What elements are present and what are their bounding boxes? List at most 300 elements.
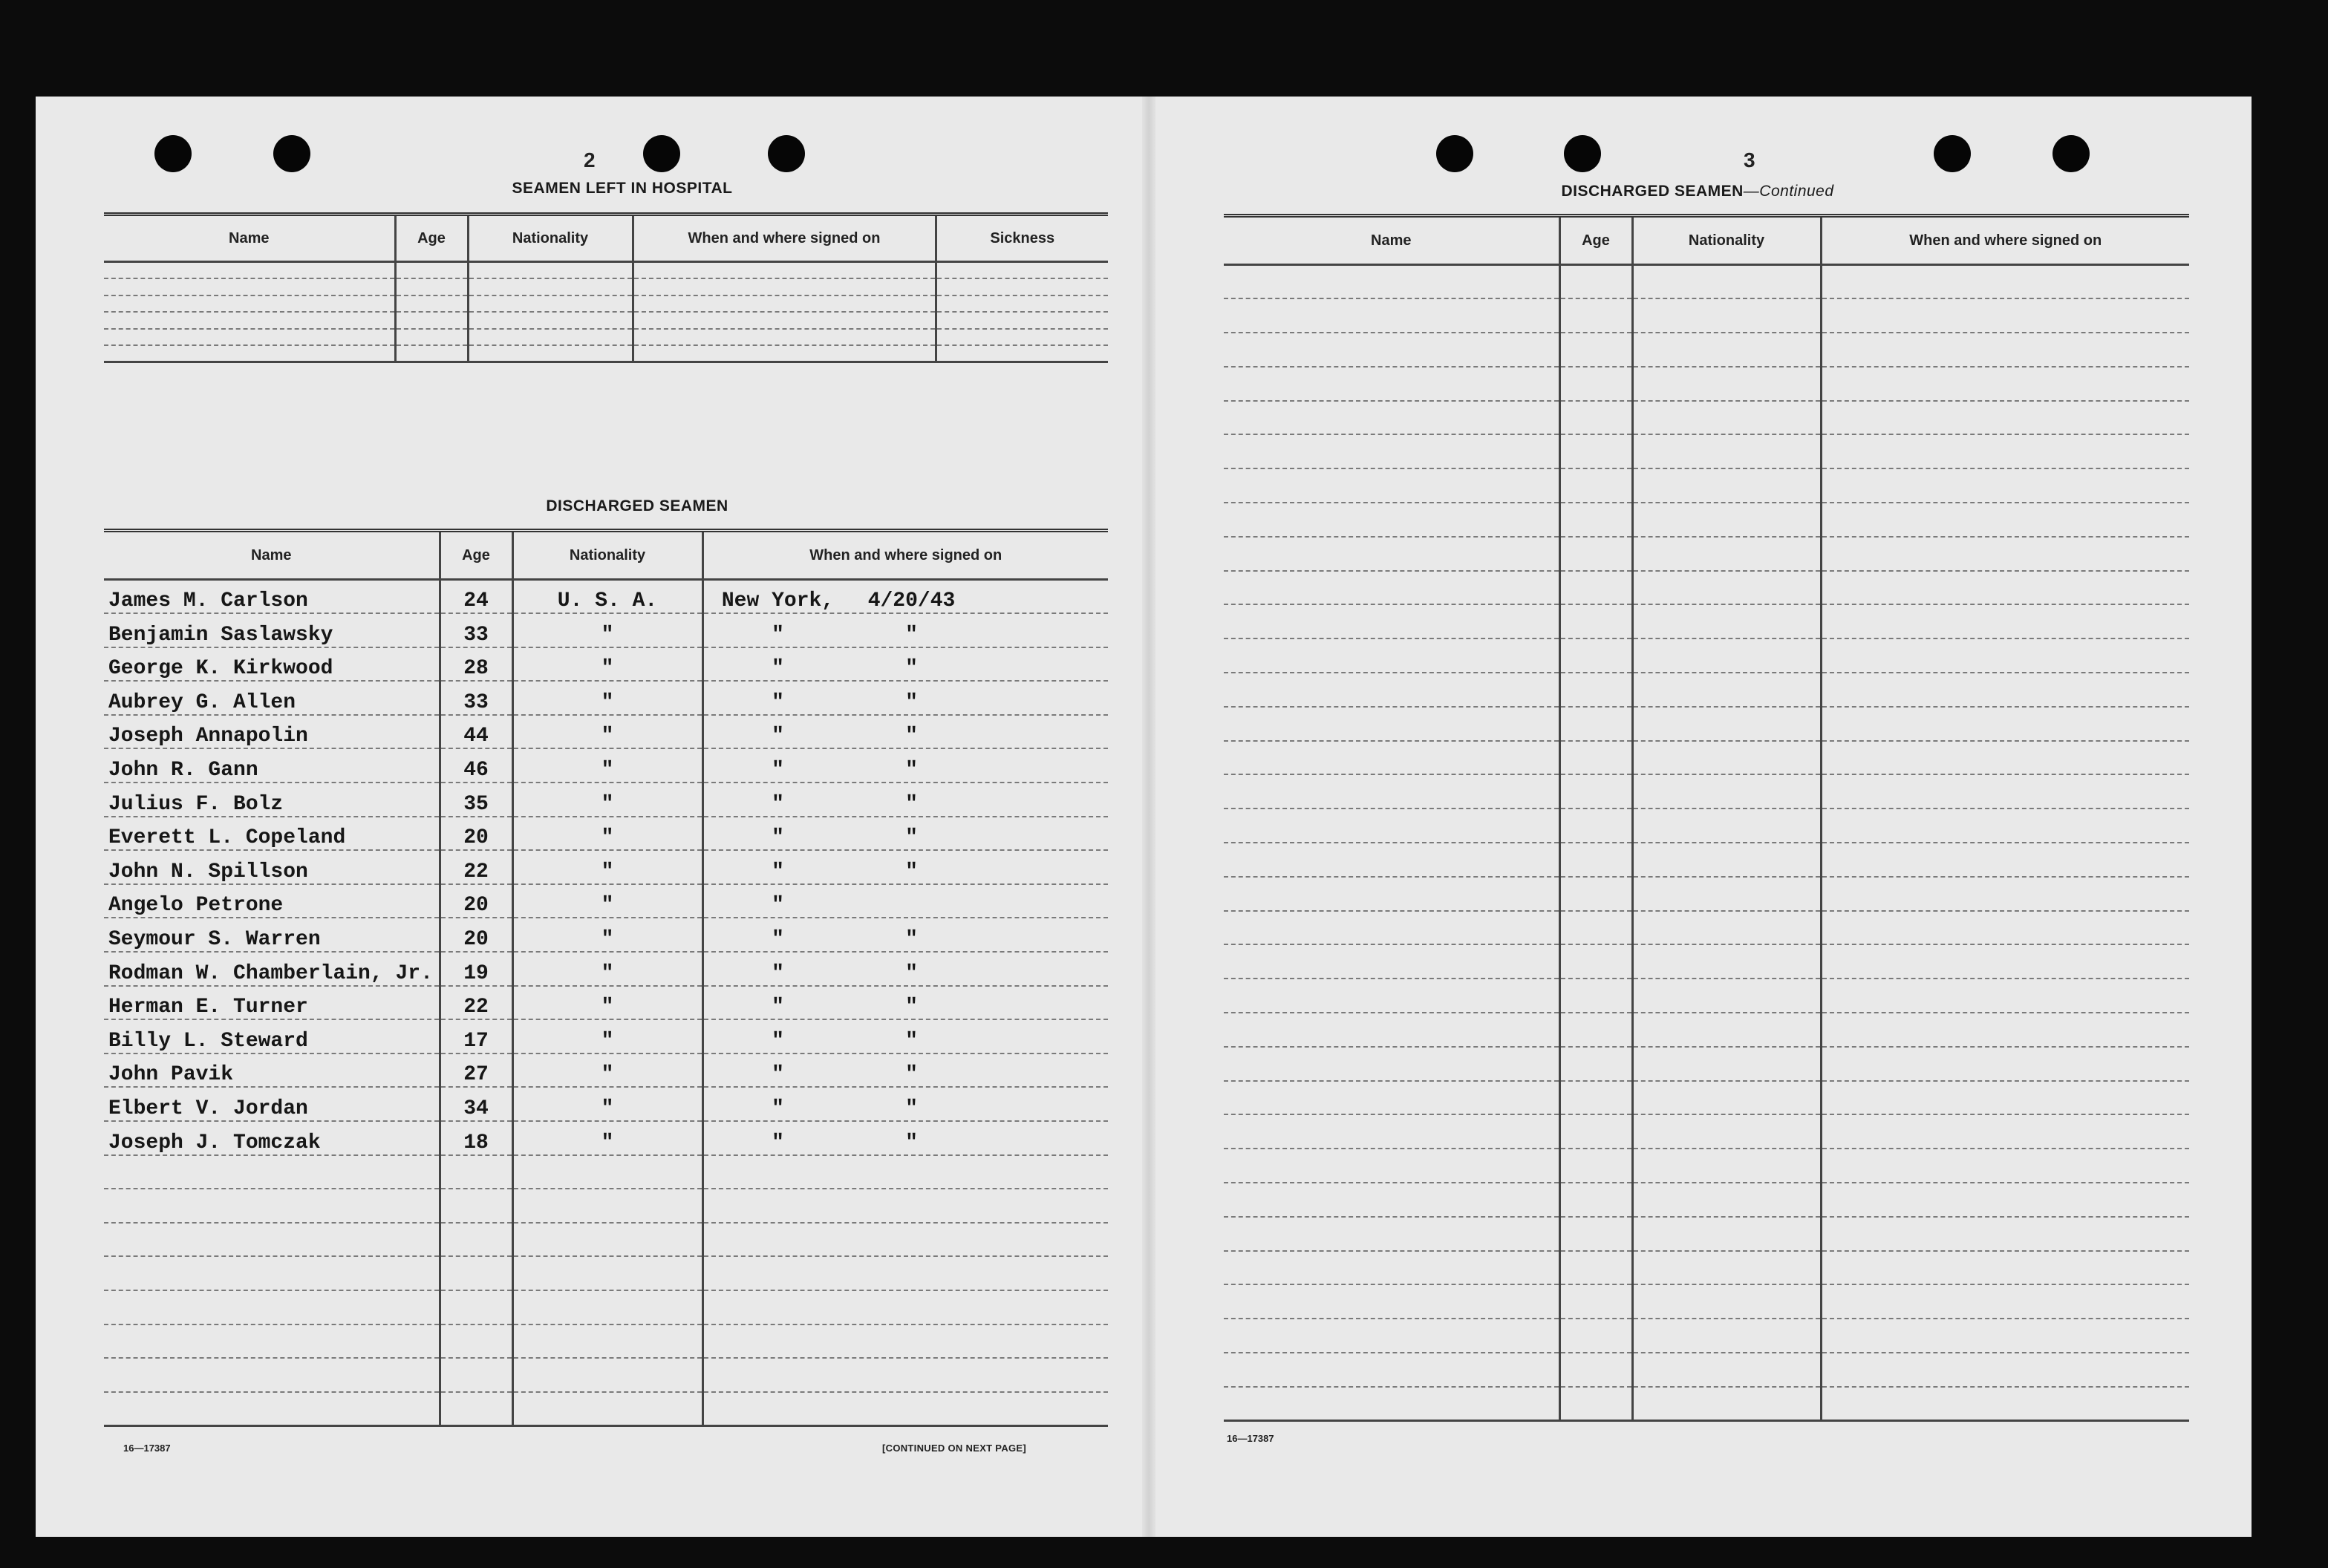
blank-cell — [1821, 808, 2189, 843]
blank-cell — [1632, 1217, 1821, 1251]
seaman-row — [104, 681, 1108, 715]
blank-cell — [468, 262, 633, 279]
seaman-name: Elbert V. Jordan — [104, 1087, 440, 1121]
blank-cell — [1559, 877, 1632, 911]
blank-row — [1224, 571, 2189, 605]
blank-cell — [1224, 537, 1559, 571]
blank-row — [1224, 1319, 2189, 1353]
blank-row — [1224, 1251, 2189, 1285]
blank-cell — [1559, 1114, 1632, 1149]
blank-cell — [1224, 298, 1559, 333]
blank-cell — [1559, 298, 1632, 333]
column-header-1: Age — [1559, 216, 1632, 265]
blank-cell — [702, 1290, 1108, 1324]
blank-cell — [1632, 944, 1821, 979]
signed-on-cell — [702, 715, 1108, 749]
seaman-name: Rodman W. Chamberlain, Jr. — [104, 952, 440, 986]
blank-row — [1224, 604, 2189, 638]
blank-row — [1224, 1387, 2189, 1421]
seaman-age: 44 — [440, 715, 512, 749]
blank-cell — [1632, 537, 1821, 571]
blank-cell — [1559, 1047, 1632, 1081]
blank-cell — [395, 295, 468, 313]
signed-on-cell — [702, 613, 1108, 647]
signed-on-date: " — [905, 657, 918, 681]
blank-cell — [1632, 1149, 1821, 1183]
blank-cell — [1821, 1251, 2189, 1285]
blank-cell — [1224, 1183, 1559, 1217]
blank-cell — [1821, 1081, 2189, 1115]
blank-cell — [1632, 298, 1821, 333]
blank-cell — [1224, 1353, 1559, 1387]
blank-cell — [512, 1223, 702, 1257]
blank-cell — [1821, 434, 2189, 468]
seaman-nationality: " — [512, 1019, 702, 1054]
blank-cell — [1632, 741, 1821, 775]
blank-row — [104, 345, 1108, 362]
blank-cell — [1559, 537, 1632, 571]
blank-cell — [1821, 638, 2189, 673]
blank-cell — [104, 1392, 440, 1426]
seaman-age: 33 — [440, 681, 512, 715]
blank-cell — [104, 1290, 440, 1324]
seaman-age: 24 — [440, 580, 512, 614]
blank-cell — [1559, 503, 1632, 537]
blank-cell — [1821, 537, 2189, 571]
blank-cell — [1224, 1149, 1559, 1183]
blank-cell — [1559, 673, 1632, 707]
signed-on-cell — [702, 918, 1108, 952]
seaman-row — [104, 1019, 1108, 1054]
blank-cell — [1224, 571, 1559, 605]
seaman-name: Aubrey G. Allen — [104, 681, 440, 715]
blank-cell — [702, 1223, 1108, 1257]
blank-cell — [1632, 638, 1821, 673]
blank-cell — [512, 1155, 702, 1189]
blank-cell — [936, 295, 1108, 313]
blank-cell — [440, 1392, 512, 1426]
blank-row — [1224, 367, 2189, 401]
blank-cell — [633, 262, 936, 279]
signed-on-date: " — [905, 961, 918, 985]
seaman-name: John N. Spillson — [104, 850, 440, 884]
signed-on-cell — [702, 748, 1108, 783]
column-header-1: Age — [395, 215, 468, 262]
blank-row — [104, 1155, 1108, 1189]
seaman-nationality: " — [512, 850, 702, 884]
seaman-row — [104, 952, 1108, 986]
blank-cell — [1224, 1013, 1559, 1047]
signed-on-cell — [702, 783, 1108, 817]
signed-on-cell — [702, 850, 1108, 884]
blank-cell — [512, 1290, 702, 1324]
signed-on-date: " — [905, 623, 918, 647]
blank-cell — [1559, 911, 1632, 945]
signed-on-place: " — [772, 928, 784, 952]
hospital-body — [104, 262, 1108, 362]
hospital-header-row — [104, 215, 1108, 262]
blank-cell — [1821, 468, 2189, 503]
blank-row — [104, 295, 1108, 313]
blank-cell — [1559, 1217, 1632, 1251]
left-page — [36, 97, 1142, 1537]
blank-row — [1224, 911, 2189, 945]
signed-on-place: " — [772, 1063, 784, 1087]
blank-cell — [1224, 1047, 1559, 1081]
seaman-nationality: " — [512, 986, 702, 1020]
discharged-body — [104, 580, 1108, 1426]
blank-cell — [1559, 1251, 1632, 1285]
blank-cell — [1821, 265, 2189, 299]
blank-cell — [1632, 1387, 1821, 1421]
blank-row — [1224, 944, 2189, 979]
blank-cell — [1632, 1353, 1821, 1387]
blank-cell — [440, 1358, 512, 1392]
seaman-name: Seymour S. Warren — [104, 918, 440, 952]
blank-cell — [104, 295, 395, 313]
blank-cell — [440, 1155, 512, 1189]
blank-cell — [1559, 1149, 1632, 1183]
page-number: 2 — [584, 148, 596, 172]
blank-cell — [1224, 468, 1559, 503]
column-header-1: Age — [440, 531, 512, 580]
signed-on-cell — [702, 884, 1108, 918]
blank-row — [104, 312, 1108, 329]
blank-cell — [633, 312, 936, 329]
seaman-row — [104, 580, 1108, 614]
signed-on-place: " — [772, 894, 784, 918]
seaman-row — [104, 850, 1108, 884]
blank-row — [1224, 1047, 2189, 1081]
signed-on-date: " — [905, 690, 918, 714]
seaman-nationality: " — [512, 1054, 702, 1088]
blank-cell — [633, 329, 936, 346]
blank-cell — [633, 278, 936, 295]
signed-on-place: " — [772, 792, 784, 816]
blank-cell — [104, 262, 395, 279]
seaman-nationality: " — [512, 918, 702, 952]
blank-cell — [1224, 434, 1559, 468]
blank-cell — [1632, 333, 1821, 367]
blank-row — [1224, 333, 2189, 367]
blank-cell — [1224, 877, 1559, 911]
page-fold — [1142, 97, 1155, 1537]
blank-cell — [702, 1256, 1108, 1290]
signed-on-cell — [702, 1054, 1108, 1088]
seaman-row — [104, 647, 1108, 682]
signed-on-place: " — [772, 657, 784, 681]
blank-cell — [936, 329, 1108, 346]
blank-row — [104, 1358, 1108, 1392]
blank-cell — [1559, 367, 1632, 401]
blank-cell — [1559, 1353, 1632, 1387]
blank-cell — [1821, 503, 2189, 537]
blank-row — [1224, 1013, 2189, 1047]
blank-row — [1224, 877, 2189, 911]
blank-cell — [395, 278, 468, 295]
blank-cell — [395, 329, 468, 346]
blank-cell — [1821, 298, 2189, 333]
seaman-name: Everett L. Copeland — [104, 817, 440, 851]
blank-cell — [1821, 707, 2189, 741]
blank-cell — [702, 1358, 1108, 1392]
seaman-age: 22 — [440, 850, 512, 884]
blank-cell — [468, 295, 633, 313]
blank-cell — [1632, 468, 1821, 503]
blank-cell — [633, 295, 936, 313]
blank-row — [1224, 1081, 2189, 1115]
signed-on-cell — [702, 580, 1108, 614]
signed-on-place: " — [772, 1029, 784, 1053]
signed-on-place: " — [772, 725, 784, 748]
column-header-0: Name — [104, 215, 395, 262]
seaman-nationality: " — [512, 681, 702, 715]
signed-on-place: " — [772, 860, 784, 883]
blank-cell — [1559, 333, 1632, 367]
signed-on-date: " — [905, 1029, 918, 1053]
blank-cell — [1632, 1114, 1821, 1149]
blank-cell — [1224, 1081, 1559, 1115]
seaman-nationality: " — [512, 647, 702, 682]
blank-cell — [1559, 979, 1632, 1013]
blank-cell — [1224, 1387, 1559, 1421]
blank-cell — [1224, 638, 1559, 673]
discharged-continued-title-suffix: —Continued — [1743, 183, 1834, 200]
seaman-nationality: " — [512, 817, 702, 851]
blank-cell — [1821, 604, 2189, 638]
blank-cell — [512, 1358, 702, 1392]
seaman-name: John R. Gann — [104, 748, 440, 783]
blank-row — [1224, 1149, 2189, 1183]
blank-cell — [468, 278, 633, 295]
blank-row — [1224, 638, 2189, 673]
blank-row — [1224, 774, 2189, 808]
discharged-continued-table — [1224, 214, 2189, 1422]
blank-cell — [1224, 401, 1559, 435]
document-sheet — [36, 97, 2252, 1537]
blank-cell — [104, 1256, 440, 1290]
blank-row — [1224, 707, 2189, 741]
seaman-row — [104, 783, 1108, 817]
blank-cell — [1821, 673, 2189, 707]
blank-cell — [104, 1155, 440, 1189]
signed-on-date: " — [905, 759, 918, 783]
blank-row — [1224, 265, 2189, 299]
blank-cell — [1224, 265, 1559, 299]
seaman-row — [104, 1054, 1108, 1088]
blank-cell — [1821, 979, 2189, 1013]
column-header-3: When and where signed on — [633, 215, 936, 262]
column-header-2: Nationality — [1632, 216, 1821, 265]
blank-row — [1224, 537, 2189, 571]
signed-on-date: " — [905, 1063, 918, 1087]
blank-cell — [1224, 979, 1559, 1013]
signed-on-place: " — [772, 759, 784, 783]
column-header-3: When and where signed on — [702, 531, 1108, 580]
blank-cell — [1559, 604, 1632, 638]
blank-cell — [1559, 1013, 1632, 1047]
blank-row — [1224, 979, 2189, 1013]
blank-row — [104, 1290, 1108, 1324]
seaman-age: 33 — [440, 613, 512, 647]
blank-cell — [1821, 774, 2189, 808]
blank-row — [104, 1256, 1108, 1290]
blank-cell — [1632, 367, 1821, 401]
seaman-age: 20 — [440, 884, 512, 918]
seaman-row — [104, 884, 1108, 918]
seaman-row — [104, 715, 1108, 749]
seaman-age: 34 — [440, 1087, 512, 1121]
seaman-row — [104, 918, 1108, 952]
blank-cell — [1224, 944, 1559, 979]
seaman-nationality: " — [512, 952, 702, 986]
blank-cell — [1224, 367, 1559, 401]
hospital-table — [104, 212, 1108, 363]
seaman-row — [104, 613, 1108, 647]
seaman-nationality: " — [512, 613, 702, 647]
blank-row — [104, 278, 1108, 295]
blank-cell — [1632, 877, 1821, 911]
signed-on-date: " — [905, 1097, 918, 1120]
seaman-nationality: " — [512, 715, 702, 749]
blank-row — [1224, 1284, 2189, 1319]
blank-cell — [936, 278, 1108, 295]
seaman-nationality: " — [512, 1121, 702, 1155]
blank-cell — [1224, 1319, 1559, 1353]
continued-note: [CONTINUED ON NEXT PAGE] — [882, 1443, 1027, 1454]
seaman-name: George K. Kirkwood — [104, 647, 440, 682]
seaman-name: Billy L. Steward — [104, 1019, 440, 1054]
signed-on-date: " — [905, 792, 918, 816]
blank-cell — [1632, 707, 1821, 741]
signed-on-cell — [702, 952, 1108, 986]
blank-cell — [468, 312, 633, 329]
seaman-name: Joseph J. Tomczak — [104, 1121, 440, 1155]
seaman-nationality: U. S. A. — [512, 580, 702, 614]
signed-on-place: " — [772, 961, 784, 985]
blank-cell — [440, 1189, 512, 1223]
signed-on-date: 4/20/43 — [867, 589, 956, 613]
blank-cell — [1632, 1013, 1821, 1047]
blank-cell — [1224, 843, 1559, 877]
blank-cell — [702, 1392, 1108, 1426]
form-code: 16—17387 — [1227, 1433, 1274, 1444]
seaman-name: Joseph Annapolin — [104, 715, 440, 749]
signed-on-place: New York, — [721, 589, 835, 613]
blank-cell — [702, 1155, 1108, 1189]
right-page — [1155, 97, 2252, 1537]
blank-row — [1224, 468, 2189, 503]
seaman-age: 27 — [440, 1054, 512, 1088]
blank-cell — [1632, 843, 1821, 877]
blank-cell — [395, 345, 468, 362]
blank-cell — [1821, 944, 2189, 979]
signed-on-cell — [702, 1019, 1108, 1054]
blank-row — [1224, 843, 2189, 877]
blank-cell — [440, 1324, 512, 1359]
blank-row — [104, 1223, 1108, 1257]
blank-row — [1224, 1183, 2189, 1217]
blank-cell — [1632, 1081, 1821, 1115]
blank-cell — [1224, 1251, 1559, 1285]
blank-cell — [1559, 774, 1632, 808]
seaman-nationality: " — [512, 884, 702, 918]
seaman-name: Angelo Petrone — [104, 884, 440, 918]
discharged-header-row — [104, 531, 1108, 580]
blank-cell — [702, 1189, 1108, 1223]
blank-cell — [440, 1223, 512, 1257]
seaman-age: 46 — [440, 748, 512, 783]
blank-row — [1224, 808, 2189, 843]
blank-row — [1224, 673, 2189, 707]
blank-row — [1224, 741, 2189, 775]
blank-cell — [1821, 1183, 2189, 1217]
blank-row — [1224, 434, 2189, 468]
signed-on-cell — [702, 1087, 1108, 1121]
blank-cell — [1559, 1319, 1632, 1353]
discharged-table — [104, 529, 1108, 1427]
blank-cell — [936, 345, 1108, 362]
hospital-section-title: SEAMEN LEFT IN HOSPITAL — [512, 180, 733, 197]
seaman-age: 20 — [440, 817, 512, 851]
blank-cell — [1821, 843, 2189, 877]
blank-cell — [1821, 1284, 2189, 1319]
blank-cell — [1559, 1081, 1632, 1115]
blank-row — [104, 1189, 1108, 1223]
blank-cell — [1559, 265, 1632, 299]
seaman-age: 20 — [440, 918, 512, 952]
blank-cell — [936, 262, 1108, 279]
signed-on-date: " — [905, 860, 918, 883]
blank-cell — [1559, 638, 1632, 673]
blank-cell — [1632, 1319, 1821, 1353]
blank-cell — [1821, 571, 2189, 605]
seaman-name: James M. Carlson — [104, 580, 440, 614]
blank-cell — [1821, 1353, 2189, 1387]
discharged-continued-title — [1215, 183, 2180, 200]
blank-cell — [440, 1256, 512, 1290]
signed-on-date: " — [905, 928, 918, 952]
blank-cell — [1224, 774, 1559, 808]
continued-header-row — [1224, 216, 2189, 265]
blank-row — [1224, 503, 2189, 537]
blank-cell — [1559, 944, 1632, 979]
seaman-age: 18 — [440, 1121, 512, 1155]
blank-cell — [1821, 911, 2189, 945]
signed-on-place: " — [772, 1097, 784, 1120]
signed-on-cell — [702, 986, 1108, 1020]
seaman-name: Herman E. Turner — [104, 986, 440, 1020]
blank-cell — [1224, 604, 1559, 638]
blank-cell — [1559, 1183, 1632, 1217]
blank-cell — [1821, 1217, 2189, 1251]
blank-cell — [1559, 707, 1632, 741]
signed-on-cell — [702, 1121, 1108, 1155]
blank-cell — [1821, 1387, 2189, 1421]
signed-on-date: " — [905, 725, 918, 748]
blank-row — [104, 262, 1108, 279]
blank-row — [1224, 1114, 2189, 1149]
seaman-row — [104, 1121, 1108, 1155]
blank-row — [1224, 1217, 2189, 1251]
page-number: 3 — [1744, 148, 1755, 172]
blank-row — [104, 1392, 1108, 1426]
signed-on-cell — [702, 817, 1108, 851]
blank-cell — [1821, 1013, 2189, 1047]
blank-cell — [1632, 401, 1821, 435]
blank-cell — [104, 312, 395, 329]
signed-on-date: " — [905, 996, 918, 1019]
